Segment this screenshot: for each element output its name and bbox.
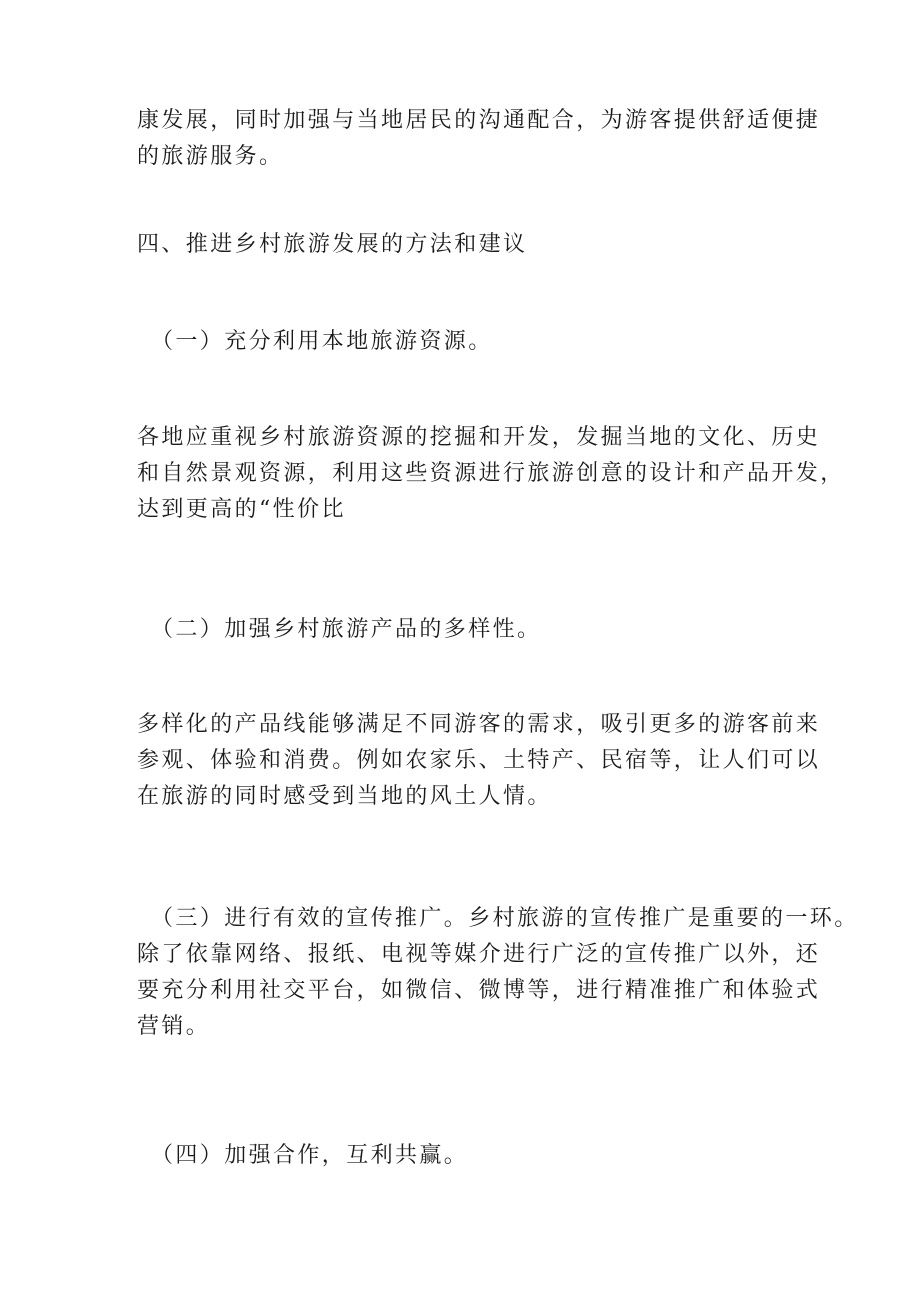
- subheading-1: [137, 324, 797, 360]
- text-line: 的旅游服务。: [137, 144, 284, 169]
- text-line: 在旅游的同时感受到当地的风土人情。: [137, 784, 552, 809]
- section-heading: [137, 227, 797, 263]
- text-line: 除了依靠网络、报纸、电视等媒介进行广泛的宣传推广以外，还: [137, 942, 821, 967]
- subheading-text: （四）加强合作，互利共赢。: [151, 1143, 469, 1168]
- text-line: 参观、体验和消费。例如农家乐、土特产、民宿等，让人们可以: [137, 748, 821, 773]
- text-line: （三）进行有效的宣传推广。乡村旅游的宣传推广是重要的一环。: [151, 906, 859, 931]
- paragraph-continuation: [137, 103, 821, 175]
- paragraph-1: [137, 420, 845, 528]
- subheading-text: （一）充分利用本地旅游资源。: [151, 329, 493, 354]
- subheading-4: [137, 1138, 797, 1174]
- paragraph-2: [137, 707, 821, 815]
- paragraph-3: [137, 901, 859, 1045]
- subheading-2: [137, 612, 797, 648]
- text-line: 康发展，同时加强与当地居民的沟通配合，为游客提供舒适便捷: [137, 108, 821, 133]
- text-line: 营销。: [137, 1014, 211, 1039]
- subheading-text: （二）加强乡村旅游产品的多样性。: [151, 617, 542, 642]
- text-line: 各地应重视乡村旅游资源的挖掘和开发，发掘当地的文化、历史: [137, 425, 821, 450]
- text-line: 和自然景观资源，利用这些资源进行旅游创意的设计和产品开发，: [137, 461, 845, 486]
- text-line: 多样化的产品线能够满足不同游客的需求，吸引更多的游客前来: [137, 712, 821, 737]
- text-line: 达到更高的“性价比: [137, 497, 346, 522]
- text-line: 要充分利用社交平台，如微信、微博等，进行精准推广和体验式: [137, 978, 821, 1003]
- section-heading-text: 四、推进乡村旅游发展的方法和建议: [137, 232, 528, 257]
